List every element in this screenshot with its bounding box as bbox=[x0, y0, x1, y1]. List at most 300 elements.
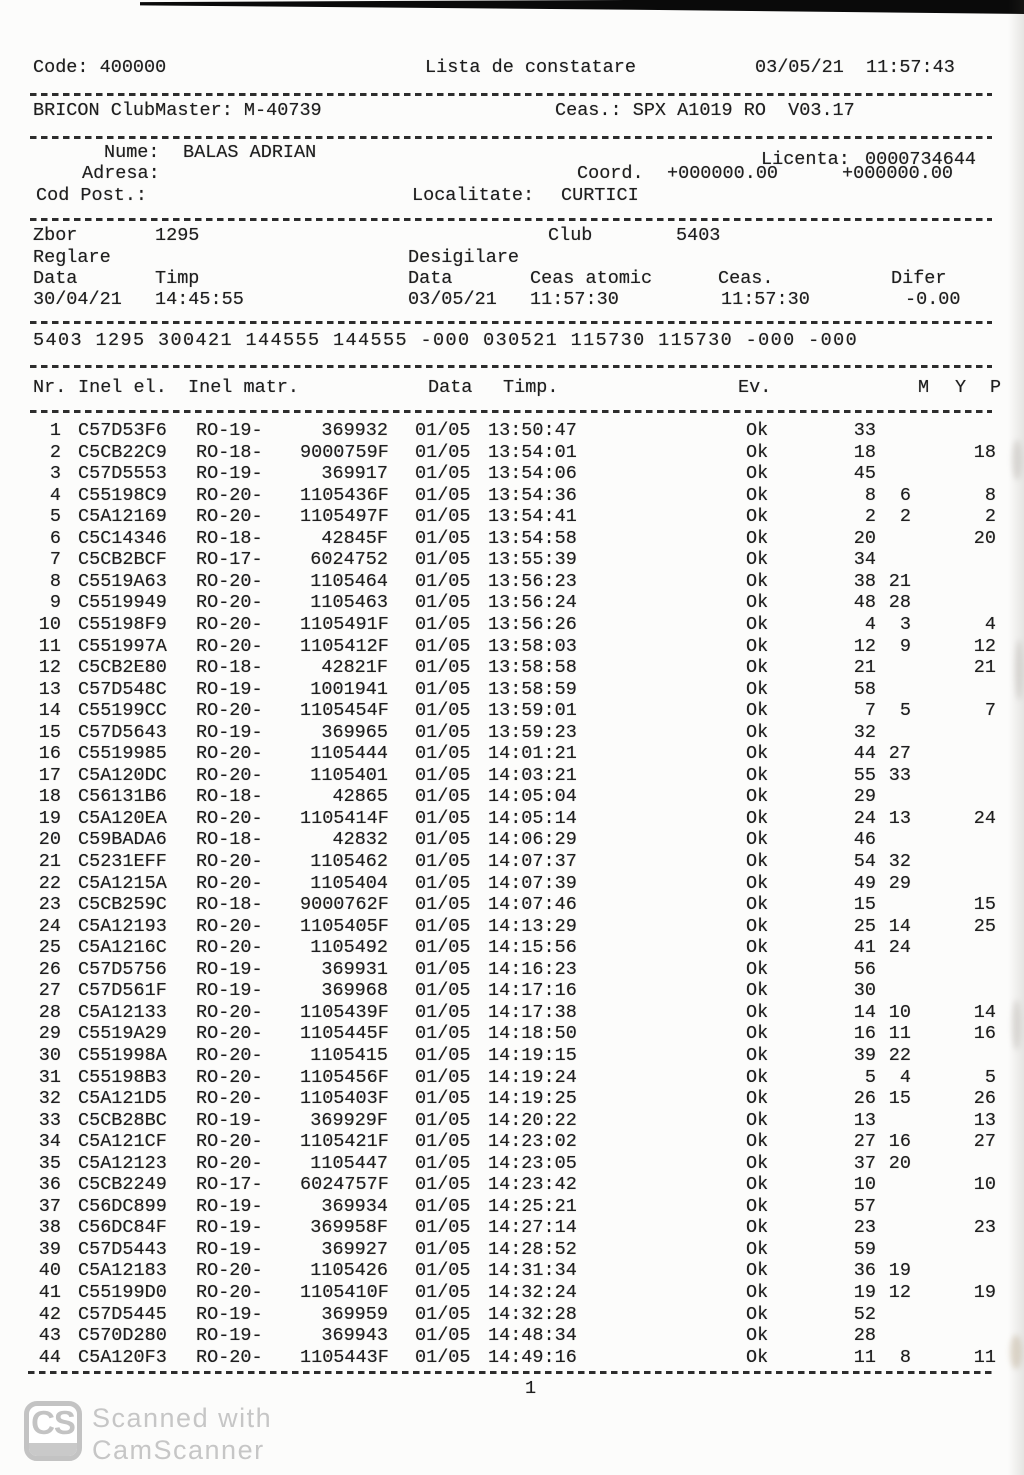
row-event: Ok bbox=[746, 1238, 769, 1260]
row-nr: 41 bbox=[38, 1282, 61, 1303]
col-inel-matr: Inel matr. bbox=[188, 377, 300, 398]
row-event: Ok bbox=[746, 1303, 769, 1325]
row-nr: 21 bbox=[38, 851, 61, 872]
row-date: 01/05 bbox=[415, 1001, 471, 1023]
row-inel-el: C5A12169 bbox=[78, 506, 167, 528]
row-y-value: 22 bbox=[888, 1044, 911, 1066]
row-nr: 16 bbox=[38, 743, 61, 765]
row-ring-number: 1105405F bbox=[300, 915, 389, 937]
row-nr: 30 bbox=[38, 1044, 61, 1066]
row-y-value: 14 bbox=[888, 915, 911, 937]
row-nr: 37 bbox=[38, 1195, 61, 1217]
row-event: Ok bbox=[746, 1174, 769, 1196]
row-ring-prefix: RO-19- bbox=[196, 1325, 263, 1347]
row-time: 14:18:50 bbox=[488, 1023, 577, 1045]
row-ring-number: 1105463 bbox=[310, 592, 388, 614]
row-time: 13:59:01 bbox=[488, 700, 577, 722]
row-inel-el: C5A1215A bbox=[78, 872, 167, 894]
row-inel-el: C57D53F6 bbox=[78, 420, 167, 441]
row-event: Ok bbox=[746, 1066, 769, 1088]
table-row bbox=[33, 1153, 991, 1175]
row-nr: 3 bbox=[49, 463, 61, 485]
row-ring-prefix: RO-20- bbox=[196, 872, 263, 894]
row-inel-el: C5CB259C bbox=[78, 894, 167, 916]
row-m-value: 39 bbox=[853, 1044, 876, 1066]
table-row bbox=[33, 829, 991, 851]
row-time: 14:49:16 bbox=[488, 1346, 577, 1368]
row-event: Ok bbox=[746, 851, 769, 872]
table-rows bbox=[33, 420, 996, 1370]
owner-name: BALAS ADRIAN bbox=[183, 142, 317, 163]
row-date: 01/05 bbox=[415, 1282, 471, 1303]
row-nr: 9 bbox=[49, 592, 61, 614]
row-date: 01/05 bbox=[415, 915, 471, 937]
row-p-value: 8 bbox=[984, 484, 996, 506]
row-m-value: 25 bbox=[853, 915, 876, 937]
row-nr: 17 bbox=[38, 764, 61, 786]
row-m-value: 12 bbox=[853, 635, 876, 657]
table-row bbox=[33, 592, 991, 614]
row-ring-prefix: RO-20- bbox=[196, 764, 263, 786]
row-time: 14:05:14 bbox=[488, 807, 577, 829]
row-nr: 35 bbox=[38, 1152, 61, 1174]
row-ring-number: 1105415 bbox=[310, 1044, 388, 1066]
row-ring-prefix: RO-20- bbox=[196, 506, 263, 528]
row-nr: 24 bbox=[38, 915, 61, 937]
row-time: 13:56:24 bbox=[488, 592, 577, 614]
row-p-value: 14 bbox=[973, 1001, 996, 1023]
row-ring-prefix: RO-20- bbox=[196, 1088, 263, 1110]
row-y-value: 6 bbox=[899, 484, 911, 506]
zbor-number: 1295 bbox=[155, 225, 200, 246]
row-y-value: 16 bbox=[888, 1131, 911, 1153]
table-row bbox=[33, 722, 991, 744]
row-time: 13:54:06 bbox=[488, 463, 577, 485]
row-p-value: 24 bbox=[973, 807, 996, 829]
table-row bbox=[33, 700, 996, 722]
row-event: Ok bbox=[746, 1195, 769, 1217]
row-date: 01/05 bbox=[415, 1023, 471, 1045]
row-m-value: 33 bbox=[853, 420, 876, 441]
row-inel-el: C5A12193 bbox=[78, 915, 167, 937]
row-m-value: 36 bbox=[853, 1260, 876, 1282]
row-m-value: 20 bbox=[853, 527, 876, 549]
table-row bbox=[33, 613, 996, 636]
row-ring-number: 1105426 bbox=[310, 1260, 388, 1282]
watermark-text-line2: CamScanner bbox=[92, 1435, 265, 1465]
row-ring-prefix: RO-19- bbox=[196, 420, 263, 441]
row-m-value: 46 bbox=[853, 829, 876, 851]
watermark-text-line1: Scanned with bbox=[92, 1403, 273, 1433]
row-y-value: 27 bbox=[888, 743, 911, 765]
separator-line bbox=[30, 136, 992, 139]
difer-value: -0.00 bbox=[905, 289, 961, 310]
row-event: Ok bbox=[746, 613, 769, 635]
row-nr: 23 bbox=[38, 894, 61, 916]
row-ring-prefix: RO-20- bbox=[196, 484, 263, 506]
timp-label: Timp bbox=[155, 268, 200, 289]
row-inel-el: C55198F9 bbox=[78, 613, 167, 635]
row-date: 01/05 bbox=[415, 506, 471, 528]
row-ring-number: 1105447 bbox=[310, 1152, 388, 1174]
row-nr: 6 bbox=[49, 527, 61, 549]
row-date: 01/05 bbox=[415, 592, 471, 614]
col-inel-el: Inel el. bbox=[78, 377, 167, 398]
row-event: Ok bbox=[746, 635, 769, 657]
row-y-value: 33 bbox=[888, 764, 911, 786]
row-event: Ok bbox=[746, 1088, 769, 1110]
row-ring-number: 42865 bbox=[332, 786, 388, 808]
row-ring-number: 369934 bbox=[321, 1195, 388, 1217]
table-row bbox=[33, 506, 996, 528]
row-ring-number: 1105445F bbox=[300, 1023, 389, 1045]
col-ev: Ev. bbox=[738, 377, 772, 398]
row-nr: 27 bbox=[38, 980, 61, 1002]
row-event: Ok bbox=[746, 807, 769, 829]
row-ring-prefix: RO-20- bbox=[196, 700, 263, 722]
row-inel-el: C5CB2BCF bbox=[78, 549, 167, 571]
row-nr: 18 bbox=[38, 786, 61, 808]
table-row bbox=[33, 980, 991, 1002]
row-nr: 40 bbox=[38, 1260, 61, 1282]
table-row bbox=[33, 915, 996, 938]
row-time: 14:28:52 bbox=[488, 1238, 577, 1260]
report-header-line bbox=[33, 57, 991, 79]
row-date: 01/05 bbox=[415, 980, 471, 1002]
row-inel-el: C56DC84F bbox=[78, 1217, 167, 1239]
ceas-atomic-value: 11:57:30 bbox=[530, 289, 619, 310]
row-inel-el: C5231EFF bbox=[78, 851, 167, 872]
row-date: 01/05 bbox=[415, 441, 471, 463]
row-inel-el: C57D5553 bbox=[78, 463, 167, 485]
row-nr: 26 bbox=[38, 958, 61, 980]
row-ring-prefix: RO-19- bbox=[196, 1238, 263, 1260]
row-event: Ok bbox=[746, 570, 769, 592]
device-id: BRICON ClubMaster: M-40739 bbox=[33, 100, 322, 121]
camscanner-logo-letters: CS bbox=[31, 1404, 75, 1441]
row-m-value: 10 bbox=[853, 1174, 876, 1196]
row-inel-el: C5A121CF bbox=[78, 1131, 167, 1153]
row-p-value: 18 bbox=[973, 441, 996, 463]
row-event: Ok bbox=[746, 937, 769, 959]
row-ring-number: 6024757F bbox=[300, 1174, 389, 1196]
row-p-value: 2 bbox=[984, 506, 996, 528]
table-row bbox=[33, 679, 991, 701]
row-event: Ok bbox=[746, 484, 769, 506]
row-inel-el: C59BADA6 bbox=[78, 829, 167, 851]
row-time: 14:07:37 bbox=[488, 851, 577, 872]
table-row bbox=[33, 807, 996, 830]
row-nr: 33 bbox=[38, 1109, 61, 1131]
time-values-line bbox=[33, 289, 991, 311]
table-row bbox=[33, 894, 996, 916]
row-ring-prefix: RO-19- bbox=[196, 958, 263, 980]
row-p-value: 20 bbox=[973, 527, 996, 549]
row-inel-el: C5A120DC bbox=[78, 764, 167, 786]
row-event: Ok bbox=[746, 678, 769, 700]
row-nr: 13 bbox=[38, 678, 61, 700]
row-y-value: 19 bbox=[888, 1260, 911, 1282]
row-time: 14:19:15 bbox=[488, 1044, 577, 1066]
row-m-value: 21 bbox=[853, 657, 876, 679]
row-date: 01/05 bbox=[415, 1238, 471, 1260]
row-time: 13:59:23 bbox=[488, 721, 577, 743]
row-ring-number: 42821F bbox=[321, 657, 388, 679]
row-ring-number: 369927 bbox=[321, 1238, 388, 1260]
row-inel-el: C5C14346 bbox=[78, 527, 167, 549]
row-inel-el: C55199CC bbox=[78, 700, 167, 722]
city-label: Localitate: bbox=[412, 185, 535, 206]
row-event: Ok bbox=[746, 958, 769, 980]
row-ring-number: 1105491F bbox=[300, 613, 389, 635]
row-m-value: 4 bbox=[864, 613, 876, 635]
row-m-value: 54 bbox=[853, 851, 876, 872]
table-row bbox=[33, 1217, 996, 1239]
row-time: 13:50:47 bbox=[488, 420, 577, 441]
row-ring-number: 369932 bbox=[321, 420, 388, 441]
row-p-value: 11 bbox=[973, 1346, 996, 1368]
row-event: Ok bbox=[746, 786, 769, 808]
row-y-value: 32 bbox=[888, 851, 911, 872]
row-m-value: 37 bbox=[853, 1152, 876, 1174]
zbor-label: Zbor bbox=[33, 225, 78, 246]
row-ring-number: 1105443F bbox=[300, 1346, 389, 1368]
row-ring-prefix: RO-20- bbox=[196, 743, 263, 765]
row-m-value: 18 bbox=[853, 441, 876, 463]
clock-info: Ceas.: SPX A1019 RO V03.17 bbox=[555, 100, 855, 121]
row-m-value: 59 bbox=[853, 1238, 876, 1260]
row-p-value: 23 bbox=[973, 1217, 996, 1239]
row-inel-el: C5519985 bbox=[78, 743, 167, 765]
separator-line bbox=[30, 93, 992, 96]
table-row bbox=[33, 1346, 996, 1369]
row-m-value: 57 bbox=[853, 1195, 876, 1217]
row-date: 01/05 bbox=[415, 463, 471, 485]
row-y-value: 20 bbox=[888, 1152, 911, 1174]
row-time: 14:32:28 bbox=[488, 1303, 577, 1325]
row-date: 01/05 bbox=[415, 721, 471, 743]
row-ring-number: 1105401 bbox=[310, 764, 388, 786]
row-date: 01/05 bbox=[415, 527, 471, 549]
row-ring-number: 1105456F bbox=[300, 1066, 389, 1088]
row-event: Ok bbox=[746, 1109, 769, 1131]
row-m-value: 2 bbox=[864, 506, 876, 528]
row-inel-el: C55199D0 bbox=[78, 1282, 167, 1303]
row-nr: 32 bbox=[38, 1088, 61, 1110]
row-p-value: 15 bbox=[973, 894, 996, 916]
row-ring-prefix: RO-18- bbox=[196, 894, 263, 916]
separator-line bbox=[30, 365, 992, 368]
row-ring-prefix: RO-20- bbox=[196, 570, 263, 592]
row-ring-prefix: RO-18- bbox=[196, 441, 263, 463]
row-date: 01/05 bbox=[415, 678, 471, 700]
reglare-line bbox=[33, 247, 991, 269]
owner-name-line bbox=[33, 142, 991, 170]
row-y-value: 11 bbox=[888, 1023, 911, 1045]
owner-address-line bbox=[33, 163, 991, 185]
row-ring-number: 9000759F bbox=[300, 441, 389, 463]
col-timp: Timp. bbox=[503, 377, 559, 398]
row-time: 14:17:16 bbox=[488, 980, 577, 1002]
col-y: Y bbox=[955, 377, 967, 398]
row-ring-number: 1105454F bbox=[300, 700, 389, 722]
row-ring-prefix: RO-18- bbox=[196, 657, 263, 679]
separator-line bbox=[30, 410, 992, 413]
row-p-value: 4 bbox=[984, 613, 996, 635]
row-date: 01/05 bbox=[415, 1066, 471, 1088]
row-ring-prefix: RO-20- bbox=[196, 1044, 263, 1066]
row-inel-el: C5519A63 bbox=[78, 570, 167, 592]
row-y-value: 9 bbox=[899, 635, 911, 657]
row-y-value: 5 bbox=[899, 700, 911, 722]
row-m-value: 14 bbox=[853, 1001, 876, 1023]
code-label: Code: 400000 bbox=[33, 57, 167, 78]
row-date: 01/05 bbox=[415, 1088, 471, 1110]
row-m-value: 41 bbox=[853, 937, 876, 959]
coord-value-2: +000000.00 bbox=[842, 163, 954, 184]
row-inel-el: C5A12183 bbox=[78, 1260, 167, 1282]
row-event: Ok bbox=[746, 700, 769, 722]
row-ring-number: 1105462 bbox=[310, 851, 388, 872]
row-event: Ok bbox=[746, 1282, 769, 1303]
row-nr: 1 bbox=[49, 420, 61, 441]
licence-label: Licenta: bbox=[761, 149, 850, 170]
row-p-value: 27 bbox=[973, 1131, 996, 1153]
row-nr: 31 bbox=[38, 1066, 61, 1088]
row-date: 01/05 bbox=[415, 1195, 471, 1217]
row-m-value: 56 bbox=[853, 958, 876, 980]
row-ring-number: 369943 bbox=[321, 1325, 388, 1347]
row-inel-el: C5519A29 bbox=[78, 1023, 167, 1045]
table-row bbox=[33, 1239, 991, 1261]
row-ring-prefix: RO-19- bbox=[196, 1195, 263, 1217]
row-nr: 8 bbox=[49, 570, 61, 592]
row-event: Ok bbox=[746, 527, 769, 549]
row-event: Ok bbox=[746, 657, 769, 679]
table-row bbox=[33, 1131, 996, 1153]
table-row bbox=[33, 441, 996, 464]
row-ring-prefix: RO-18- bbox=[196, 786, 263, 808]
row-nr: 7 bbox=[49, 549, 61, 571]
reglare-data: 30/04/21 bbox=[33, 289, 122, 310]
row-date: 01/05 bbox=[415, 570, 471, 592]
row-time: 14:06:29 bbox=[488, 829, 577, 851]
separator-line bbox=[28, 1371, 996, 1374]
row-ring-number: 1105492 bbox=[310, 937, 388, 959]
row-m-value: 5 bbox=[864, 1066, 876, 1088]
row-ring-number: 1001941 bbox=[310, 678, 388, 700]
row-nr: 43 bbox=[38, 1325, 61, 1347]
row-p-value: 7 bbox=[984, 700, 996, 722]
row-y-value: 13 bbox=[888, 807, 911, 829]
row-m-value: 7 bbox=[864, 700, 876, 722]
row-time: 14:20:22 bbox=[488, 1109, 577, 1131]
row-m-value: 44 bbox=[853, 743, 876, 765]
row-nr: 25 bbox=[38, 937, 61, 959]
table-row bbox=[33, 1325, 991, 1347]
row-ring-number: 9000762F bbox=[300, 894, 389, 916]
row-time: 14:07:39 bbox=[488, 872, 577, 894]
row-y-value: 15 bbox=[888, 1088, 911, 1110]
row-p-value: 10 bbox=[973, 1174, 996, 1196]
row-inel-el: C57D5443 bbox=[78, 1238, 167, 1260]
row-event: Ok bbox=[746, 872, 769, 894]
row-ring-prefix: RO-20- bbox=[196, 635, 263, 657]
row-nr: 44 bbox=[38, 1346, 61, 1368]
ceas-value: 11:57:30 bbox=[721, 289, 810, 310]
row-m-value: 28 bbox=[853, 1325, 876, 1347]
row-event: Ok bbox=[746, 1260, 769, 1282]
row-inel-el: C56DC899 bbox=[78, 1195, 167, 1217]
row-ring-prefix: RO-20- bbox=[196, 592, 263, 614]
difer-label: Difer bbox=[891, 268, 947, 289]
row-date: 01/05 bbox=[415, 657, 471, 679]
row-date: 01/05 bbox=[415, 937, 471, 959]
reglare-label: Reglare bbox=[33, 247, 111, 268]
row-date: 01/05 bbox=[415, 764, 471, 786]
coord-value-1: +000000.00 bbox=[667, 163, 779, 184]
row-time: 13:54:58 bbox=[488, 527, 577, 549]
scanned-report bbox=[33, 0, 1024, 1475]
row-time: 13:54:36 bbox=[488, 484, 577, 506]
row-time: 14:17:38 bbox=[488, 1001, 577, 1023]
page-footer-line bbox=[33, 1378, 991, 1400]
row-date: 01/05 bbox=[415, 420, 471, 441]
row-m-value: 55 bbox=[853, 764, 876, 786]
row-date: 01/05 bbox=[415, 700, 471, 722]
row-date: 01/05 bbox=[415, 851, 471, 872]
row-inel-el: C5A12133 bbox=[78, 1001, 167, 1023]
row-time: 14:48:34 bbox=[488, 1325, 577, 1347]
row-ring-prefix: RO-18- bbox=[196, 829, 263, 851]
row-nr: 5 bbox=[49, 506, 61, 528]
row-y-value: 10 bbox=[888, 1001, 911, 1023]
table-row bbox=[33, 657, 996, 679]
row-ring-number: 42832 bbox=[332, 829, 388, 851]
row-date: 01/05 bbox=[415, 635, 471, 657]
row-event: Ok bbox=[746, 592, 769, 614]
row-event: Ok bbox=[746, 1131, 769, 1153]
coord-label: Coord. bbox=[577, 163, 644, 184]
row-ring-prefix: RO-20- bbox=[196, 851, 263, 872]
row-date: 01/05 bbox=[415, 1346, 471, 1368]
row-ring-prefix: RO-20- bbox=[196, 1282, 263, 1303]
row-ring-prefix: RO-19- bbox=[196, 721, 263, 743]
row-time: 13:54:01 bbox=[488, 441, 577, 463]
summary-line bbox=[33, 330, 991, 352]
separator-line bbox=[30, 321, 992, 324]
row-ring-prefix: RO-20- bbox=[196, 1346, 263, 1368]
table-row bbox=[33, 786, 991, 808]
table-row bbox=[33, 937, 991, 959]
row-y-value: 12 bbox=[888, 1282, 911, 1303]
row-event: Ok bbox=[746, 980, 769, 1002]
row-p-value: 16 bbox=[973, 1023, 996, 1045]
club-label: Club bbox=[548, 225, 593, 246]
row-nr: 38 bbox=[38, 1217, 61, 1239]
ceas-atomic-label: Ceas atomic bbox=[530, 268, 653, 289]
row-nr: 2 bbox=[49, 441, 61, 463]
row-date: 01/05 bbox=[415, 872, 471, 894]
row-m-value: 48 bbox=[853, 592, 876, 614]
row-m-value: 27 bbox=[853, 1131, 876, 1153]
row-ring-number: 369929F bbox=[310, 1109, 388, 1131]
table-row bbox=[33, 1304, 991, 1326]
row-event: Ok bbox=[746, 549, 769, 571]
row-p-value: 13 bbox=[973, 1109, 996, 1131]
desigilare-data: 03/05/21 bbox=[408, 289, 497, 310]
ceas-label: Ceas. bbox=[718, 268, 774, 289]
